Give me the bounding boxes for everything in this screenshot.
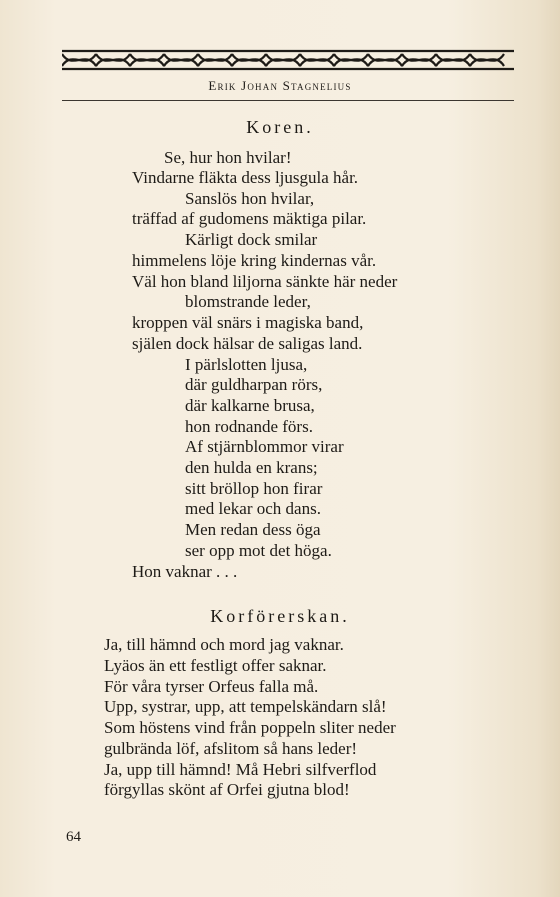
verse-line: kroppen väl snärs i magiska band, (132, 313, 364, 332)
verse-line: sitt bröllop hon firar (185, 479, 323, 498)
verse-line: ser opp mot det höga. (185, 541, 332, 560)
verse-line: Lyäos än ett festligt offer saknar. (104, 656, 327, 675)
verse-line: Ja, till hämnd och mord jag vaknar. (104, 635, 344, 654)
verse-line: själen dock hälsar de saligas land. (132, 334, 363, 353)
verse-line: träffad af gudomens mäktiga pilar. (132, 209, 367, 228)
verse-line: Men redan dess öga (185, 520, 321, 539)
verse-line: blomstrande leder, (185, 292, 311, 311)
verse-line: hon rodnande förs. (185, 417, 313, 436)
verse-line: med lekar och dans. (185, 499, 321, 518)
decorative-ornament-icon (62, 48, 514, 72)
verse-line: den hulda en krans; (185, 458, 318, 477)
verse-line: För våra tyrser Orfeus falla må. (104, 677, 319, 696)
verse-line: Kärligt dock smilar (185, 230, 318, 249)
verse-line: Hon vaknar . . . (132, 562, 238, 581)
running-head: Erik Johan Stagnelius (208, 78, 352, 93)
verse-line: gulbrända löf, afslitom så hans leder! (104, 739, 358, 758)
verse-line: I pärlslotten ljusa, (185, 355, 308, 374)
verse-line: där guldharpan rörs, (185, 375, 323, 394)
verse-line: Se, hur hon hvilar! (164, 148, 292, 167)
verse-line: Som höstens vind från poppeln sliter neder (104, 718, 396, 737)
verse-line: Upp, systrar, upp, att tempelskändarn slå! (104, 697, 387, 716)
verse-line: Vindarne fläkta dess ljusgula hår. (132, 168, 359, 187)
verse-line: Ja, upp till hämnd! Må Hebri silfverflod (104, 760, 377, 779)
header-rule (62, 100, 514, 101)
verse-line: Sanslös hon hvilar, (185, 189, 315, 208)
section-title-korforerskan: Korförerskan. (210, 606, 350, 626)
verse-line: där kalkarne brusa, (185, 396, 315, 415)
verse-line: Väl hon bland liljorna sänkte här neder (132, 272, 398, 291)
verse-line: himmelens löje kring kindernas vår. (132, 251, 377, 270)
section-title-koren: Koren. (246, 117, 314, 137)
page-number: 64 (66, 829, 81, 845)
verse-line: Af stjärnblommor virar (185, 437, 344, 456)
verse-line: förgyllas skönt af Orfei gjutna blod! (104, 780, 350, 799)
